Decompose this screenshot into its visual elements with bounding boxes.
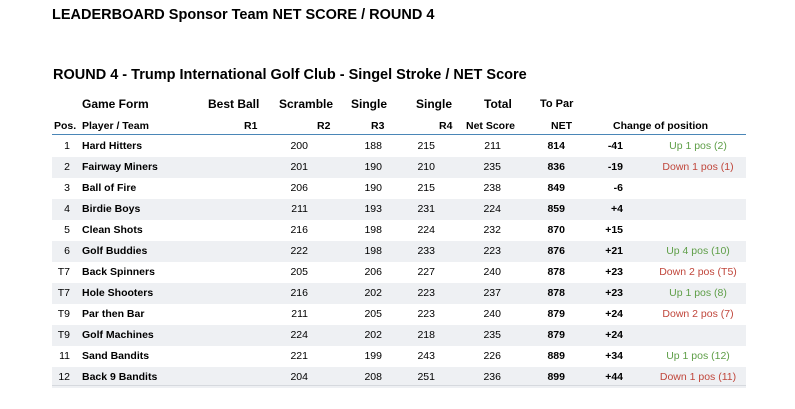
header-net-score: Net Score [466, 120, 516, 132]
cell-r2: 202 [364, 329, 382, 341]
cell-team: Golf Machines [82, 329, 154, 341]
cell-r1: 211 [291, 203, 308, 215]
cell-r4: 224 [483, 203, 501, 215]
cell-r1: 201 [290, 161, 308, 173]
cell-team: Hole Shooters [82, 287, 154, 299]
cell-team: Fairway Miners [82, 161, 158, 173]
cell-r1: 200 [290, 140, 308, 152]
page-title: LEADERBOARD Sponsor Team NET SCORE / ROUND 4 [52, 7, 435, 23]
cell-r1: 204 [290, 371, 308, 383]
cell-net-score: 878 [547, 287, 565, 299]
cell-pos: T7 [57, 287, 70, 299]
header-net: NET [551, 120, 572, 132]
cell-r4: 226 [483, 350, 501, 362]
cell-r2: 199 [364, 350, 382, 362]
cell-r3: 218 [417, 329, 435, 341]
header-total: Total [484, 97, 512, 111]
table-row [52, 262, 746, 283]
cell-net-score: 859 [547, 203, 565, 215]
cell-change: Up 1 pos (12) [666, 350, 730, 362]
cell-r4: 238 [483, 182, 501, 194]
round-title: ROUND 4 - Trump International Golf Club - Singel Stroke / NET Score [53, 67, 527, 83]
header-single-r4: Single [416, 97, 453, 111]
cell-pos: 1 [64, 140, 70, 152]
cell-r2: 208 [364, 371, 382, 383]
cell-r2: 190 [364, 161, 382, 173]
cell-r2: 193 [364, 203, 382, 215]
cell-r1: 224 [290, 329, 308, 341]
cell-r4: 211 [484, 140, 501, 152]
header-r1: R1 [244, 120, 258, 132]
table-row [52, 199, 746, 220]
cell-r1: 221 [290, 350, 308, 362]
cell-r4: 240 [483, 308, 501, 320]
cell-pos: 3 [64, 182, 70, 194]
cell-change: Down 2 pos (7) [662, 308, 734, 320]
cell-change: Up 1 pos (2) [669, 140, 727, 152]
cell-pos: 5 [64, 224, 70, 236]
header-r4: R4 [439, 120, 453, 132]
cell-pos: 6 [64, 245, 70, 257]
cell-change: Down 1 pos (11) [659, 371, 737, 383]
cell-r3: 210 [417, 161, 435, 173]
cell-net-score: 876 [547, 245, 565, 257]
cell-team: Back 9 Bandits [82, 371, 158, 383]
cell-r4: 237 [483, 287, 501, 299]
cell-r4: 223 [483, 245, 501, 257]
cell-net: +44 [605, 371, 623, 383]
cell-r3: 227 [417, 266, 435, 278]
cell-net-score: 870 [547, 224, 565, 236]
cell-r3: 243 [417, 350, 435, 362]
cell-team: Birdie Boys [82, 203, 141, 215]
table-row [52, 241, 746, 262]
table-body [52, 136, 746, 388]
cell-team: Hard Hitters [82, 140, 143, 152]
cell-net-score: 814 [547, 140, 565, 152]
cell-pos: T9 [57, 329, 70, 341]
cell-r2: 198 [364, 245, 382, 257]
cell-change: Down 2 pos (T5) [659, 266, 737, 278]
cell-net: +34 [605, 350, 623, 362]
cell-r1: 222 [290, 245, 308, 257]
table-row [52, 220, 746, 241]
cell-pos: T7 [57, 266, 70, 278]
cell-r3: 223 [417, 308, 435, 320]
header-scramble: Scramble [279, 97, 334, 111]
cell-net-score: 879 [547, 329, 565, 341]
cell-r1: 206 [290, 182, 308, 194]
cell-r3: 223 [417, 287, 435, 299]
header-game-form: Game Form [82, 97, 149, 111]
cell-r4: 235 [483, 329, 501, 341]
header-rule [52, 134, 746, 135]
cell-net: +15 [605, 224, 623, 236]
table-row [52, 136, 746, 157]
cell-net-score: 889 [547, 350, 565, 362]
cell-r4: 240 [483, 266, 501, 278]
header-change: Change of position [613, 120, 709, 132]
cell-net-score: 849 [547, 182, 565, 194]
cell-team: Par then Bar [82, 308, 145, 320]
header-single-r3: Single [351, 97, 388, 111]
table-row [52, 346, 746, 367]
cell-pos: T9 [57, 308, 70, 320]
cell-r3: 233 [417, 245, 435, 257]
table-row [52, 157, 746, 178]
cell-r4: 232 [483, 224, 501, 236]
cell-change: Up 1 pos (8) [669, 287, 727, 299]
cell-r2: 206 [364, 266, 382, 278]
cell-net: -19 [607, 161, 623, 173]
header-r3: R3 [371, 120, 385, 132]
cell-team: Sand Bandits [82, 350, 150, 362]
table-row [52, 304, 746, 325]
cell-net: +23 [605, 287, 623, 299]
cell-r1: 216 [290, 224, 308, 236]
table-row [52, 178, 746, 199]
cell-net: -41 [607, 140, 623, 152]
header-pos: Pos. [54, 120, 77, 132]
cell-pos: 2 [64, 161, 70, 173]
cell-net: +24 [605, 329, 623, 341]
header-to-par: To Par [540, 98, 574, 110]
cell-r1: 216 [290, 287, 308, 299]
cell-net-score: 878 [547, 266, 565, 278]
table-row [52, 283, 746, 304]
cell-r3: 215 [417, 140, 435, 152]
cell-team: Golf Buddies [82, 245, 148, 257]
cell-r2: 205 [364, 308, 382, 320]
table-row [52, 325, 746, 346]
cell-team: Clean Shots [82, 224, 143, 236]
header-best-ball: Best Ball [208, 97, 260, 111]
cell-r3: 231 [417, 203, 435, 215]
cell-change: Down 1 pos (1) [662, 161, 734, 173]
cell-r2: 198 [364, 224, 382, 236]
cell-net: +24 [605, 308, 623, 320]
cell-net: +23 [605, 266, 623, 278]
cell-r2: 188 [364, 140, 382, 152]
cell-r3: 251 [417, 371, 435, 383]
cell-pos: 4 [64, 203, 70, 215]
cell-team: Ball of Fire [82, 182, 137, 194]
cell-r2: 190 [364, 182, 382, 194]
cell-net: +21 [605, 245, 623, 257]
cell-r2: 202 [364, 287, 382, 299]
cell-r1: 211 [291, 308, 308, 320]
cell-net: -6 [613, 182, 623, 194]
cell-r4: 236 [483, 371, 501, 383]
cell-r4: 235 [483, 161, 501, 173]
cell-change: Up 4 pos (10) [666, 245, 730, 257]
cell-r3: 224 [417, 224, 435, 236]
cell-pos: 12 [58, 371, 70, 383]
cell-net-score: 899 [547, 371, 565, 383]
header-player-team: Player / Team [82, 120, 149, 132]
cell-r1: 205 [290, 266, 308, 278]
cell-pos: 11 [59, 350, 70, 362]
header-r2: R2 [317, 120, 331, 132]
cell-net-score: 879 [547, 308, 565, 320]
cell-net-score: 836 [547, 161, 565, 173]
cell-r3: 215 [417, 182, 435, 194]
bottom-rule [52, 385, 746, 386]
cell-team: Back Spinners [82, 266, 155, 278]
cell-net: +4 [611, 203, 623, 215]
